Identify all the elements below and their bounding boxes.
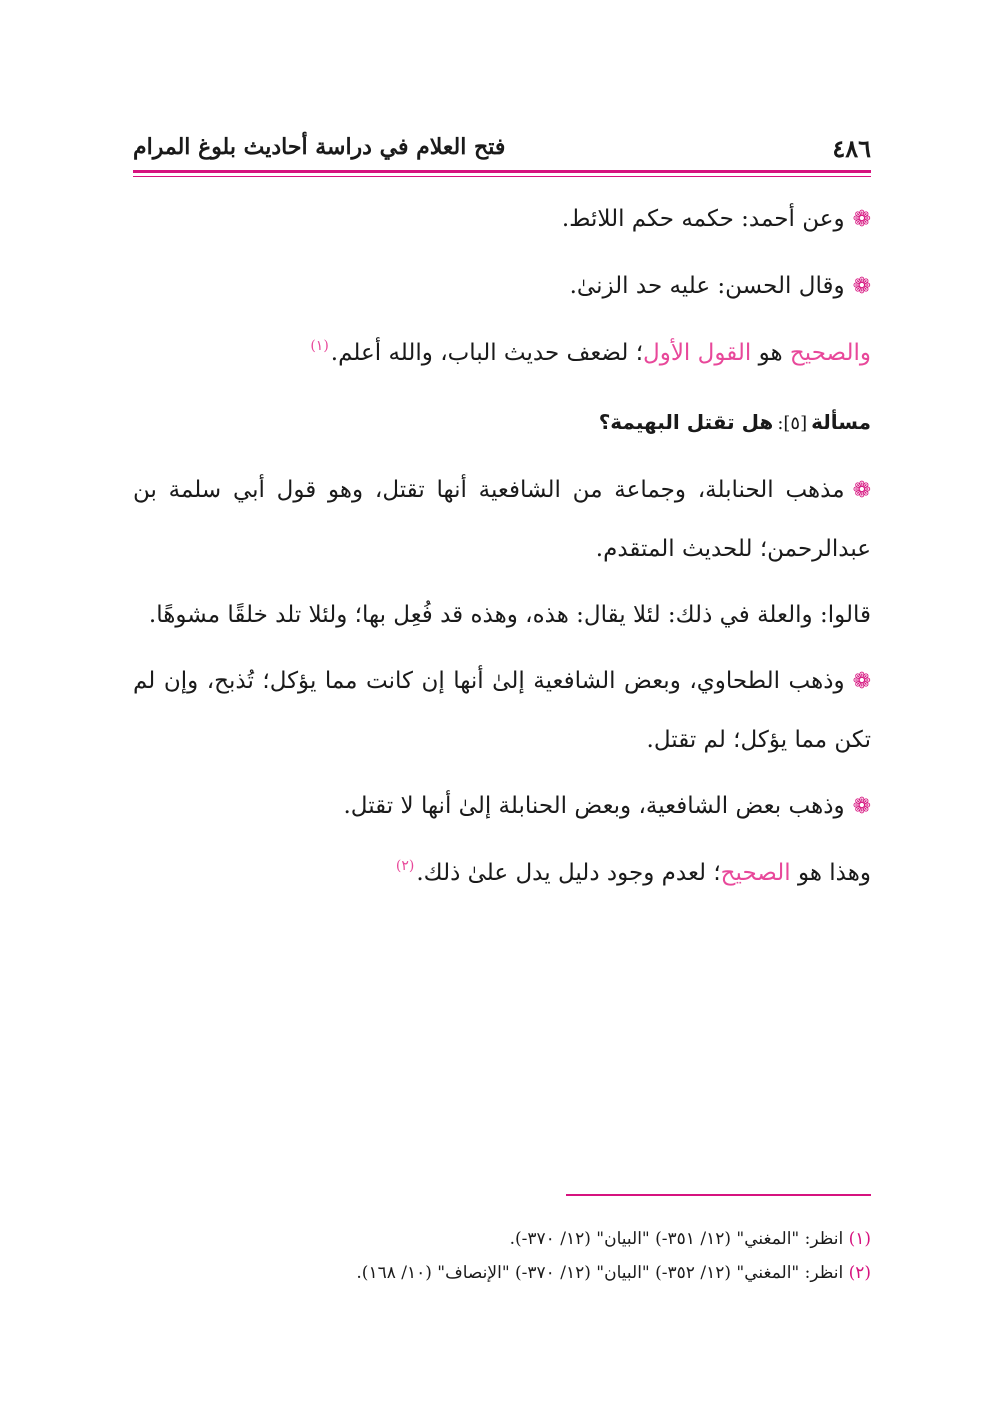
paragraph-text: ؛ لعدم وجود دليل يدل علىٰ ذلك. <box>416 860 721 886</box>
issue-heading <box>133 393 871 453</box>
paragraph-1 <box>133 190 871 249</box>
header-rule-thin <box>133 176 871 177</box>
paragraph-6 <box>133 652 871 769</box>
paragraph-4 <box>133 461 871 578</box>
flower-bullet-icon: ❁ <box>852 478 871 503</box>
flower-bullet-icon: ❁ <box>852 274 871 299</box>
issue-title: هل تقتل البهيمة؟ <box>598 410 774 434</box>
book-title: فتح العلام في دراسة أحاديث بلوغ المرام <box>133 134 506 160</box>
footnote-rule <box>566 1194 871 1196</box>
paragraph-text: وذهب بعض الشافعية، وبعض الحنابلة إلىٰ أنها لا تقتل. <box>343 793 845 819</box>
paragraph-8 <box>133 844 871 905</box>
paragraph-text: وهذا هو <box>790 860 871 886</box>
body-text <box>133 190 871 913</box>
paragraph-7 <box>133 777 871 836</box>
flower-bullet-icon: ❁ <box>852 794 871 819</box>
footnote-text: انظر: "المغني" (١٢/ ٣٥١-) "البيان" (١٢/ ٣٧٠-). <box>509 1229 849 1249</box>
issue-number: [٥]: <box>777 413 808 434</box>
paragraph-text: مذهب الحنابلة، وجماعة من الشافعية أنها تقتل، وهو قول أبي سلمة بن عبدالرحمن؛ للحديث المتقدم. <box>133 477 871 562</box>
paragraph-2 <box>133 257 871 316</box>
paragraph-5 <box>133 586 871 644</box>
footnote-1 <box>133 1222 871 1256</box>
paragraph-3 <box>133 324 871 385</box>
highlight-sahih: والصحيح <box>789 340 871 366</box>
paragraph-text: وقال الحسن: عليه حد الزنىٰ. <box>569 273 845 299</box>
footnote-ref-2[interactable]: (٢) <box>395 858 415 874</box>
footnote-ref-1[interactable]: (١) <box>310 338 329 354</box>
highlight-first-opinion: القول الأول <box>643 340 752 366</box>
issue-label: مسألة <box>811 410 871 434</box>
paragraph-text: هو <box>751 340 790 366</box>
highlight-sahih: الصحيح <box>720 860 791 886</box>
paragraph-text: ؛ لضعف حديث الباب، والله أعلم. <box>330 340 643 366</box>
footnote-number: (٢) <box>848 1263 871 1283</box>
footnote-2 <box>133 1256 871 1290</box>
footnotes <box>133 1222 871 1290</box>
paragraph-text: وذهب الطحاوي، وبعض الشافعية إلىٰ أنها إن كانت مما يؤكل؛ تُذبح، وإن لم تكن مما يؤكل؛ لم تقتل. <box>133 668 871 753</box>
paragraph-text: قالوا: والعلة في ذلك: لئلا يقال: هذه، وهذه قد فُعِل بها؛ ولئلا تلد خلقًا مشوهًا. <box>148 602 871 628</box>
footnote-text: انظر: "المغني" (١٢/ ٣٥٢-) "البيان" (١٢/ ٣٧٠-) "الإنصاف" (١٠/ ١٦٨). <box>356 1263 849 1283</box>
footnote-number: (١) <box>848 1229 871 1249</box>
page-number: ٤٨٦ <box>832 134 871 163</box>
header-rule-thick <box>133 170 871 173</box>
page-header <box>133 132 871 168</box>
paragraph-text: وعن أحمد: حكمه حكم اللائط. <box>561 206 845 232</box>
flower-bullet-icon: ❁ <box>852 207 871 232</box>
flower-bullet-icon: ❁ <box>852 669 871 694</box>
